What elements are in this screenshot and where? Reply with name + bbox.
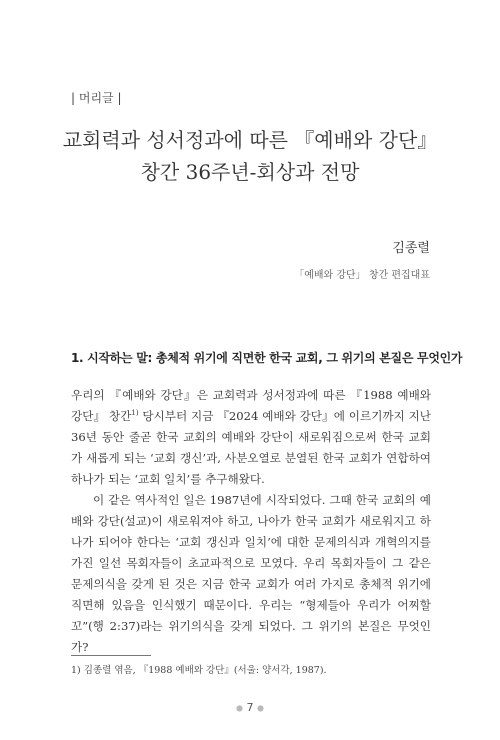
page-number-value: 7 [246,701,254,714]
footnote-divider [71,655,151,656]
paragraph-2: 이 같은 역사적인 일은 1987년에 시작되었다. 그때 한국 교회의 예배와 강단(설교)이 새로워져야 하고, 나아가 한국 교회가 새로워지고 하나가 되어야 한다는 ‘교회 갱신과 일치’에 대한 문제의식과 개혁의지를 가진 일선 목회자들이 초교파적으로 모였다. 우리 목회자들이 그 같은 문제의식을 갖게 된 것은 지금 한국 교회가 여러 가지로 총체적 위기에 직면해 있음을 인식했기 때문이다. 우리는 “형제들아 우리가 어찌할꼬”(행 2:37)라는 위기의식을 갖게 되었다. 그 위기의 본질은 무엇인가? [71,493,431,654]
paragraph-1-part-a: 우리의 『예배와 강단』은 교회력과 성서정과에 따른 『1988 예배와 강단』 창간 [71,388,431,423]
author-name: 김종렬 [392,241,430,256]
page-dot-right: ● [257,703,264,713]
page-title [0,124,500,188]
author-role: 「예배와 강단」 창간 편집대표 [294,270,430,281]
paragraph-1-part-b: 당시부터 지금 『2024 예배와 강단』에 이르기까지 지난 36년 동안 줄곧 한국 교회의 예배와 강단이 새로워짐으로써 한국 교회가 새롭게 되는 ‘교회 갱신’과, 사분오열로 분열된 한국 교회가 연합하여 하나가 되는 ‘교회 일치’를 추구해왔다. [71,409,431,486]
section-label: | 머리글 | [71,91,122,105]
body-text [71,385,431,658]
title-line-1: 교회력과 성서정과에 따른 『예배와 강단』 [62,128,438,152]
page-dot-left: ● [236,703,243,713]
title-line-2: 창간 36주년-회상과 전망 [140,160,360,184]
page-number [0,701,500,714]
footnote-ref: 1) [131,409,139,418]
section-heading: 1. 시작하는 말: 총체적 위기에 직면한 한국 교회, 그 위기의 본질은 무엇인가 [71,351,463,365]
footnote: 1) 김종렬 엮음, 『1988 예배와 강단』(서울: 양서각, 1987). [71,665,327,676]
paragraph-1 [71,385,431,490]
